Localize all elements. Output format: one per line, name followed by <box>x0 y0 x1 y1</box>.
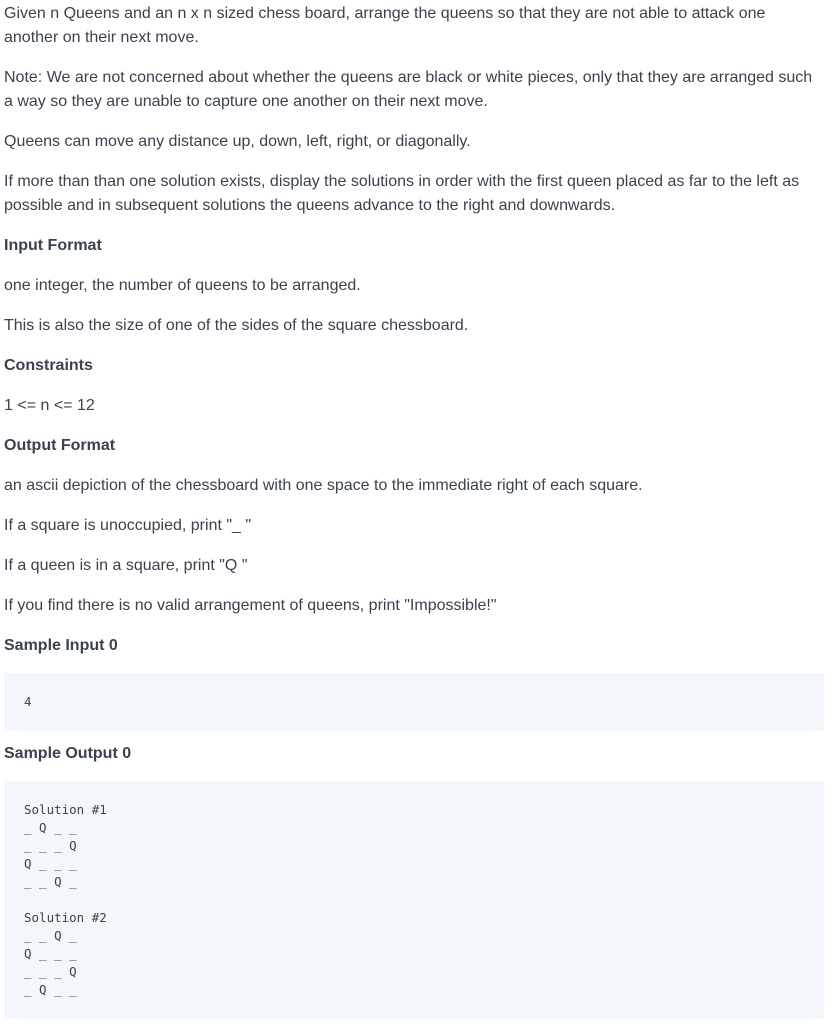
input-format-heading: Input Format <box>4 237 102 254</box>
sample-output-code: Solution #1 _ Q _ _ _ _ _ Q Q _ _ _ _ _ Q _ Solution #2 _ _ Q _ Q _ _ _ _ _ _ Q _ Q _ _ <box>4 781 824 1019</box>
sample-input-code: 4 <box>4 673 824 731</box>
output-format-heading: Output Format <box>4 437 116 454</box>
output-format-line-1: an ascii depiction of the chessboard with one space to the immediate right of each square. <box>4 477 643 494</box>
input-format-line-1: one integer, the number of queens to be arranged. <box>4 277 361 294</box>
output-format-line-4: If you find there is no valid arrangement of queens, print "Impossible!" <box>4 597 497 614</box>
sample-input-heading: Sample Input 0 <box>4 637 118 654</box>
movement-paragraph: Queens can move any distance up, down, left, right, or diagonally. <box>4 133 471 150</box>
sample-output-heading: Sample Output 0 <box>4 745 132 762</box>
note-paragraph: Note: We are not concerned about whether the queens are black or white pieces, only that they are arranged such a way so they are unable to capture one another on their next move. <box>4 69 817 110</box>
output-format-line-3: If a queen is in a square, print "Q " <box>4 557 248 574</box>
output-format-line-2: If a square is unoccupied, print "_ " <box>4 517 252 534</box>
constraints-heading: Constraints <box>4 357 93 374</box>
input-format-line-2: This is also the size of one of the sides of the square chessboard. <box>4 317 469 334</box>
constraints-text: 1 <= n <= 12 <box>4 397 95 414</box>
ordering-paragraph: If more than than one solution exists, display the solutions in order with the first queen placed as far to the left as possible and in subsequent solutions the queens advance to the right and downwards. <box>4 173 804 214</box>
intro-paragraph: Given n Queens and an n x n sized chess board, arrange the queens so that they are not able to attack one another on their next move. <box>4 5 770 46</box>
